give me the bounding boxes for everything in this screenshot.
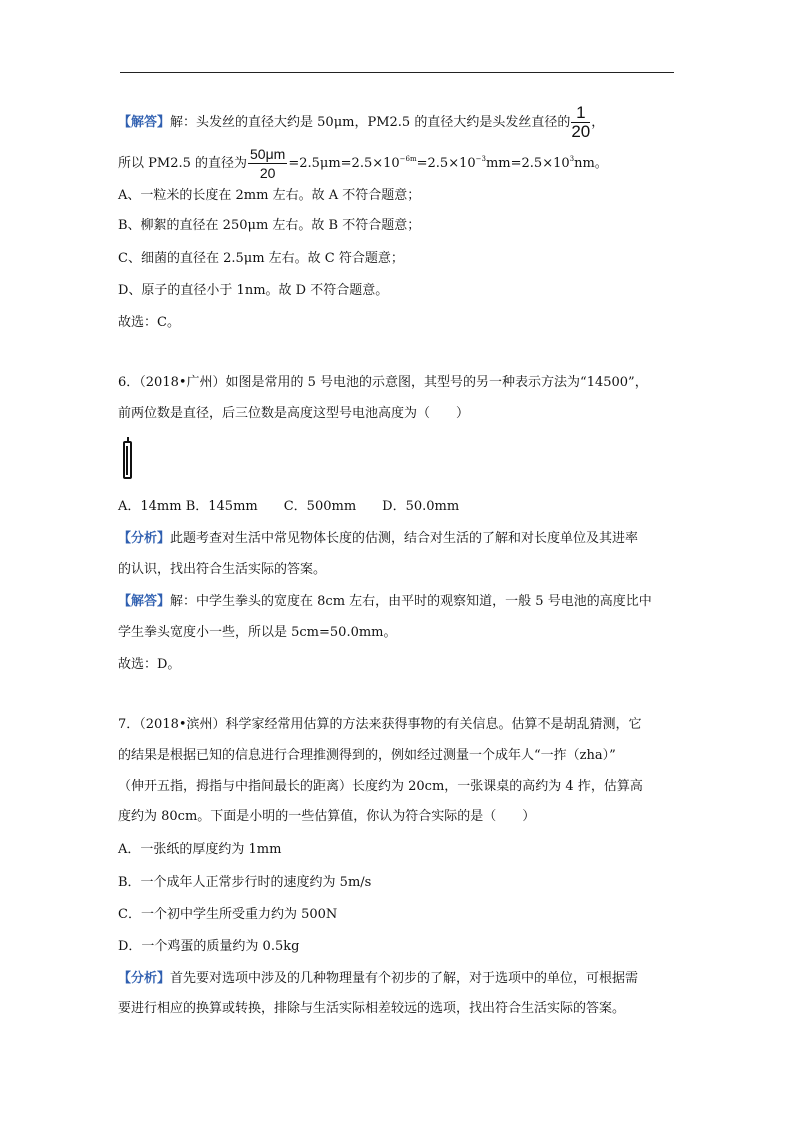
q5-answer-text-2e: nm。 (574, 156, 608, 171)
q5-option-a: A、一粒米的长度在 2mm 左右。故 A 不符合题意； (118, 188, 421, 203)
fraction-50um-over-20 (248, 145, 287, 182)
fraction-one-twentieth (571, 104, 590, 141)
q6-analysis-text-1: 此题考查对生活中常见物体长度的估测，结合对生活的了解和对长度单位及其进率 (170, 531, 639, 546)
q5-answer-text-2c: =2.5×10 (416, 156, 476, 171)
q5-answer-line-2 (118, 145, 608, 182)
q6-choice: 故选：D。 (118, 657, 181, 672)
q6-stem-line-1: 6．（2018•广州）如图是常用的 5 号电池的示意图，其型号的另一种表示方法为“14500”， (118, 375, 648, 390)
q7-option-d: D．一个鸡蛋的质量约为 0.5kg (118, 939, 300, 954)
q7-analysis-text-1: 首先要对选项中涉及的几种物理量有个初步的了解，对于选项中的单位，可根据需 (170, 971, 639, 986)
q7-analysis-line-2: 要进行相应的换算或转换，排除与生活实际相差较远的选项，找出符合生活实际的答案。 (118, 1001, 626, 1016)
q5-answer-text-2d: mm=2.5×10 (485, 156, 570, 171)
exponent: −6m (399, 155, 417, 163)
q6-analysis-line-2: 的认识，找出符合生活实际的答案。 (118, 562, 327, 577)
exponent: 3 (569, 155, 575, 163)
q7-stem-line-3: （伸开五指，拇指与中指间最长的距离）长度约为 20cm，一张课桌的高约为 4 拃，估算高 (118, 779, 643, 794)
q6-options: A．14mm B．145mm C．500mm D．50.0mm (118, 499, 460, 514)
q7-option-c: C．一个初中学生所受重力约为 500N (118, 907, 338, 922)
answer-tag: 【解答】 (118, 594, 171, 609)
q7-stem-line-2: 的结果是根据已知的信息进行合理推测得到的，例如经过测量一个成年人“一拃（zha）” (118, 748, 616, 763)
battery-icon (123, 441, 132, 479)
q5-answer-text-1: 解：头发丝的直径大约是 50μm，PM2.5 的直径大约是头发丝直径的 (170, 115, 571, 130)
q6-analysis-line-1 (118, 529, 638, 549)
fraction-numerator: 1 (571, 104, 590, 123)
analysis-tag: 【分析】 (118, 531, 171, 546)
header-rule (120, 72, 674, 73)
q6-answer-line-2: 学生拳头宽度小一些，所以是 5cm=50.0mm。 (118, 625, 397, 640)
exponent: −3 (475, 155, 486, 163)
q6-stem-line-2: 前两位数是直径，后三位数是高度这型号电池高度为（ ） (118, 406, 470, 421)
answer-tag: 【解答】 (118, 115, 171, 130)
q5-option-b: B、柳絮的直径在 250μm 左右。故 B 不符合题意； (118, 218, 421, 233)
q7-analysis-line-1 (118, 969, 638, 989)
analysis-tag: 【分析】 (118, 971, 171, 986)
q5-answer-text-2b: =2.5μm=2.5×10 (288, 156, 400, 171)
q5-answer-text-1-end: ， (591, 115, 605, 130)
q5-option-d: D、原子的直径小于 1nm。故 D 不符合题意。 (118, 283, 389, 298)
fraction-denominator: 20 (571, 122, 591, 141)
q7-stem-line-4: 度约为 80cm。下面是小明的一些估算值，你认为符合实际的是（ ） (118, 809, 536, 824)
fraction-denominator: 20 (259, 165, 276, 181)
q7-option-a: A．一张纸的厚度约为 1mm (118, 842, 282, 857)
fraction-numerator: 50μm (250, 146, 286, 162)
q5-option-c: C、细菌的直径在 2.5μm 左右。故 C 符合题意； (118, 251, 404, 266)
q7-stem-line-1: 7．（2018•滨州）科学家经常用估算的方法来获得事物的有关信息。估算不是胡乱猜测，它 (118, 717, 642, 732)
q5-answer-line-1 (118, 104, 604, 141)
q7-option-b: B．一个成年人正常步行时的速度约为 5m/s (118, 875, 372, 890)
q6-answer-text-1: 解：中学生拳头的宽度在 8cm 左右，由平时的观察知道，一般 5 号电池的高度比中 (170, 594, 652, 609)
q6-answer-line-1 (118, 592, 652, 612)
q5-answer-text-2a: 所以 PM2.5 的直径为 (118, 156, 247, 171)
q5-choice: 故选：C。 (118, 315, 180, 330)
